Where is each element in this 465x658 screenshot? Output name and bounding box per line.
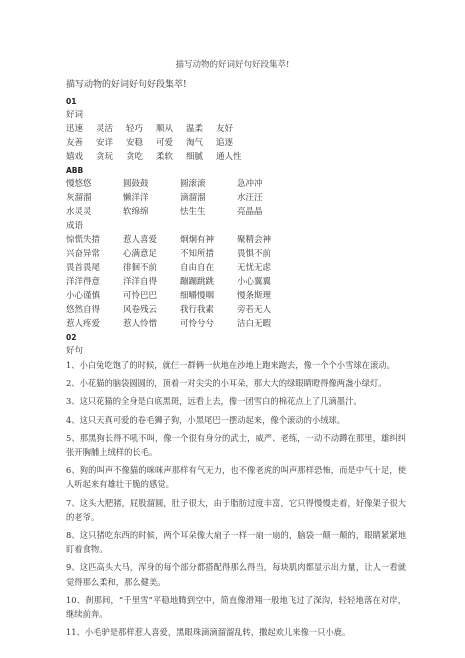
- abb-words-row: [66, 205, 406, 219]
- word-item: 畏首畏尾: [66, 263, 101, 273]
- abb-words-row: [66, 177, 406, 191]
- sentence-item: 11、小毛驴是那样惹人喜爱，黑眼珠滴滴溜溜乱转，撒起欢儿来像一只小鹿。: [66, 627, 351, 638]
- idioms-row: [66, 247, 406, 261]
- good-words-row: [66, 136, 406, 150]
- good-words-row: [66, 122, 406, 136]
- good-sentences-label: 好句: [66, 346, 84, 356]
- word-item: 惊慌失措: [66, 235, 101, 245]
- idioms-row: [66, 233, 406, 247]
- word-item: 聚精会神: [237, 235, 272, 245]
- word-item: 旁若无人: [237, 305, 272, 315]
- word-item: 徘徊不前: [123, 263, 158, 273]
- word-item: 洋洋自得: [123, 277, 158, 287]
- document-body: [66, 78, 406, 643]
- section-number-01: 01: [66, 97, 77, 106]
- sentence-item: 8、这只猪吃东西的时候，两个耳朵像大扇子一样一扇一扇的，脑袋一颠一颠的，眼睛紧紧地盯着食物。: [66, 530, 406, 555]
- word-item: 可爱: [156, 138, 174, 148]
- good-words-label: 好词: [66, 110, 84, 120]
- sentence-item: 9、这匹高头大马，浑身的每个部分都搭配得那么得当，每块肌肉都显示出力量，让人一看就觉得那么柔和，那么健美。: [66, 562, 406, 587]
- good-words-list: [66, 122, 406, 164]
- word-item: 慢条斯理: [237, 291, 272, 301]
- idioms-row: [66, 261, 406, 275]
- word-item: 懒洋洋: [123, 193, 149, 203]
- word-item: 洋洋得意: [66, 277, 101, 287]
- word-item: 无忧无虑: [237, 263, 272, 273]
- document-title: 描写动物的好词好句好段集萃!: [175, 60, 290, 70]
- sentence-item: 6、狗的叫声不像猫的咪咪声那样有气无力，也不像老虎的叫声那样恐怖，而是中气十足，使人听起来有雄壮干脆的感觉。: [66, 465, 406, 490]
- word-item: 慢悠悠: [66, 179, 92, 189]
- word-item: 水灵灵: [66, 207, 92, 217]
- idioms-row: [66, 317, 406, 331]
- sentence-item: 5、那黑狗长得不吼不叫，像一个很有身分的武士，威严、老练，一动不动蹲在那里，雄纠纠张开胸脯上绒样的长毛。: [66, 432, 406, 458]
- word-item: 怯生生: [180, 207, 206, 217]
- word-item: 安详: [96, 138, 114, 148]
- word-item: 细嚼慢咽: [180, 291, 215, 301]
- word-item: 急冲冲: [237, 179, 263, 189]
- idioms-label: 成语: [66, 221, 84, 231]
- word-item: 畏惧不前: [237, 249, 272, 259]
- word-item: 亮晶晶: [237, 207, 263, 217]
- word-item: 可怜兮兮: [180, 319, 215, 329]
- word-item: 自由自在: [180, 263, 215, 273]
- idioms-row: [66, 289, 406, 303]
- word-item: 水汪汪: [237, 193, 263, 203]
- sentence-item: 3、这只花猫的全身是白底黑斑，远看上去，像一团雪白的棉花点上了几滴墨汁。: [66, 396, 362, 407]
- abb-words-list: [66, 177, 406, 219]
- abb-label: ABB: [66, 166, 84, 175]
- word-item: 贪玩: [96, 152, 114, 162]
- word-item: 嬉戏: [66, 152, 84, 162]
- word-item: 滴溜溜: [180, 193, 206, 203]
- sentence-item: 7、这头大肥猪，屁股溜圆，肚子很大，由于脂肪过度丰富，它只得慢慢走着，好像架子很大的老爷。: [66, 497, 406, 522]
- word-item: 心满意足: [123, 249, 158, 259]
- word-item: 轻巧: [126, 124, 144, 134]
- sentences-list: [66, 358, 406, 639]
- article-heading: 描写动物的好词好句好段集萃!: [66, 80, 187, 90]
- word-item: 淘气: [186, 138, 204, 148]
- word-item: 洁白无暇: [237, 319, 272, 329]
- good-words-row: [66, 150, 406, 164]
- word-item: 悠然自得: [66, 305, 101, 315]
- word-item: 追逐: [216, 138, 234, 148]
- sentence-item: 10、刹那间，“千里雪”平稳地腾到空中，简直像滑翔一般地飞过了深沟，轻轻地落在对岸，继续前奔。: [66, 594, 406, 620]
- word-item: 惹人怜惜: [123, 319, 158, 329]
- word-item: 惹人疼爱: [66, 319, 101, 329]
- word-item: 炯炯有神: [180, 235, 215, 245]
- word-item: 灰溜溜: [66, 193, 92, 203]
- word-item: 圆鼓鼓: [123, 179, 149, 189]
- word-item: 细腻: [186, 152, 204, 162]
- word-item: 惹人喜爱: [123, 235, 158, 245]
- word-item: 小心翼翼: [237, 277, 272, 287]
- word-item: 顺从: [156, 124, 174, 134]
- word-item: 圆滚滚: [180, 179, 206, 189]
- word-item: 友善: [66, 138, 84, 148]
- word-item: 灵活: [96, 124, 114, 134]
- word-item: 蹦蹦跳跳: [180, 277, 215, 287]
- abb-words-row: [66, 191, 406, 205]
- word-item: 通人性: [216, 152, 242, 162]
- word-item: 不知所措: [180, 249, 215, 259]
- sentence-item: 2、小花猫的脑袋圆圆的，顶着一对尖尖的小耳朵，那大大的绿眼睛瞪得像两盏小绿灯。: [66, 378, 387, 389]
- word-item: 软绵绵: [123, 207, 149, 217]
- word-item: 贪吃: [126, 152, 144, 162]
- idioms-list: [66, 233, 406, 331]
- word-item: 风卷残云: [123, 305, 158, 315]
- word-item: 可怜巴巴: [123, 291, 158, 301]
- sentence-item: 4、这只天真可爱的卷毛狮子狗，小黑尾巴一摆动起来，像个滚动的小绒球。: [66, 414, 346, 425]
- word-item: 迅速: [66, 124, 84, 134]
- word-item: 温柔: [186, 124, 204, 134]
- idioms-row: [66, 275, 406, 289]
- word-item: 安稳: [126, 138, 144, 148]
- word-item: 柔软: [156, 152, 174, 162]
- word-item: 小心谨慎: [66, 291, 101, 301]
- section-number-02: 02: [66, 333, 77, 342]
- sentence-item: 1、小白兔吃饱了的时候，就仨一群俩一伙地在沙地上跑来跑去，像一个个小雪球在滚动。: [66, 360, 395, 370]
- idioms-row: [66, 303, 406, 317]
- word-item: 友好: [216, 124, 234, 134]
- word-item: 兴奋异常: [66, 249, 101, 259]
- word-item: 我行我素: [180, 305, 215, 315]
